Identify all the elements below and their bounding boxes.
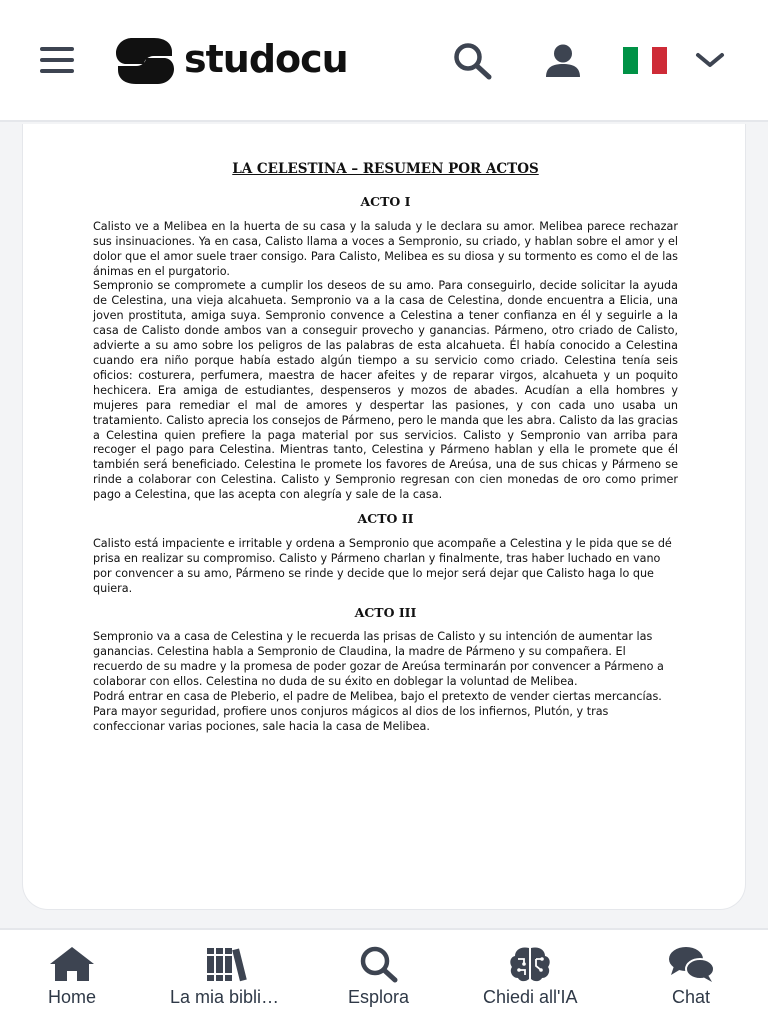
chat-bubbles-icon — [666, 944, 716, 984]
top-header — [0, 0, 768, 122]
studocu-logo[interactable] — [114, 36, 348, 86]
act-3-paragraph: Sempronio va a casa de Celestina y le recuerda las prisas de Calisto y su intención de aumentar las ganancias. Celestina habla a Sempronio de Claudina, la madre de Pármeno y su compañera. El recuerdo de su madre y la promesa de poder gozar de Areúsa terminarán por convencer a Pármeno a colaborar con ellos. Celestina no duda de su éxito en doblegar la voluntad de Melibea. — [93, 630, 664, 689]
studocu-logo-mark — [114, 36, 176, 86]
nav-library-label: La mia bibli… — [170, 987, 280, 1007]
logo-text: studocu — [184, 37, 348, 81]
hamburger-menu-icon[interactable] — [40, 47, 74, 73]
nav-ask-ai[interactable] — [483, 944, 577, 1008]
flag-stripe-green — [623, 47, 638, 74]
home-icon — [47, 944, 97, 984]
search-icon — [354, 944, 404, 984]
document-page — [93, 162, 678, 735]
flag-stripe-red — [652, 47, 667, 74]
nav-chat-label: Chat — [671, 987, 711, 1007]
nav-home[interactable] — [47, 944, 97, 1008]
chevron-down-icon[interactable] — [694, 50, 726, 70]
search-icon[interactable] — [452, 42, 494, 80]
user-icon[interactable] — [544, 44, 582, 78]
nav-home-label: Home — [47, 987, 96, 1007]
document-title: LA CELESTINA – RESUMEN POR ACTOS — [232, 161, 539, 177]
nav-ask-ai-label: Chiedi all'IA — [483, 987, 578, 1007]
library-books-icon — [200, 944, 250, 984]
document-viewer[interactable] — [22, 124, 746, 910]
nav-explore[interactable] — [348, 944, 409, 1008]
act-3-paragraph: Podrá entrar en casa de Pleberio, el padre de Melibea, bajo el pretexto de vender ciertas mercancías. Para mayor seguridad, profiere unos conjuros mágicos al dios de los infiernos, Plutón, y tras confeccionar varias pociones, sale hacia la casa de Melibea. — [93, 690, 662, 733]
nav-library[interactable] — [170, 944, 279, 1008]
act-1-paragraph: Sempronio se compromete a cumplir los deseos de su amo. Para conseguirlo, decide solicitar la ayuda de Celestina, una vieja alcahueta. Sempronio va a la casa de Celestina, donde encuentra a Elicia, una joven prostituta, amiga suya. Sempronio convence a Celestina a tener confianza en él y seguirle a la casa de Calisto donde ambos van a conseguir provecho y ganancias. Pármeno, otro criado de Calisto, advierte a su amo sobre los peligros de las palabras de esta alcahueta. Él había conocido a Celestina cuando era niño porque había estado algún tiempo a su servicio como criado. Celestina tenía seis oficios: costurera, perfumera, maestra de hacer afeites y de reparar virgos, alcahueta y un poquito hechicera. Era amiga de estudiantes, despenseros y mozos de abades. Acudían a ella hombres y mujeres para remediar el mal de amores y despertar las pasiones, y con cada uno usaba un tratamiento. Calisto aprecia los consejos de Pármeno, pero le manda que les abra. Calisto da las gracias a Celestina quien prefiere la paga material por sus servicios. Calisto y Sempronio van arriba para recoger el pago para Celestina. Mientras tanto, Celestina y Pármeno hablan y ella le promete que él también será beneficiado. Celestina le promete los favores de Areúsa, una de sus chicas y Pármeno se rinde a colaborar con Celestina. Calisto y Sempronio regresan con cien monedas de oro como primer pago a Celestina, que las acepta con alegría y sale de la casa. — [93, 279, 678, 502]
bottom-navigation — [0, 928, 768, 1024]
nav-explore-label: Esplora — [348, 987, 410, 1007]
act-1-paragraph: Calisto ve a Melibea en la huerta de su casa y la saluda y le declara su amor. Melibea parece rechazar sus insinuaciones. Ya en casa, Calisto llama a voces a Sempronio, su criado, y hablan sobre el amor y el dolor que el amor suele traer consigo. Para Calisto, Melibea es su diosa y su tormento es como el de las ánimas en el purgatorio. — [93, 219, 678, 278]
act-3-heading: ACTO III — [354, 604, 417, 620]
act-2-paragraph: Calisto está impaciente e irritable y ordena a Sempronio que acompañe a Celestina y le pida que se dé prisa en realizar su compromiso. Calisto y Pármeno charlan y finalmente, tras haber luchado en vano por convencer a su amo, Pármeno se rinde y decide que lo mejor será dejar que Calisto haga lo que quiera. — [93, 536, 672, 595]
act-1-heading: ACTO I — [360, 193, 411, 209]
nav-chat[interactable] — [666, 944, 716, 1008]
flag-stripe-white — [638, 47, 653, 74]
act-2-heading: ACTO II — [357, 511, 414, 527]
italy-flag-icon[interactable] — [623, 47, 667, 74]
brain-icon — [505, 944, 555, 984]
